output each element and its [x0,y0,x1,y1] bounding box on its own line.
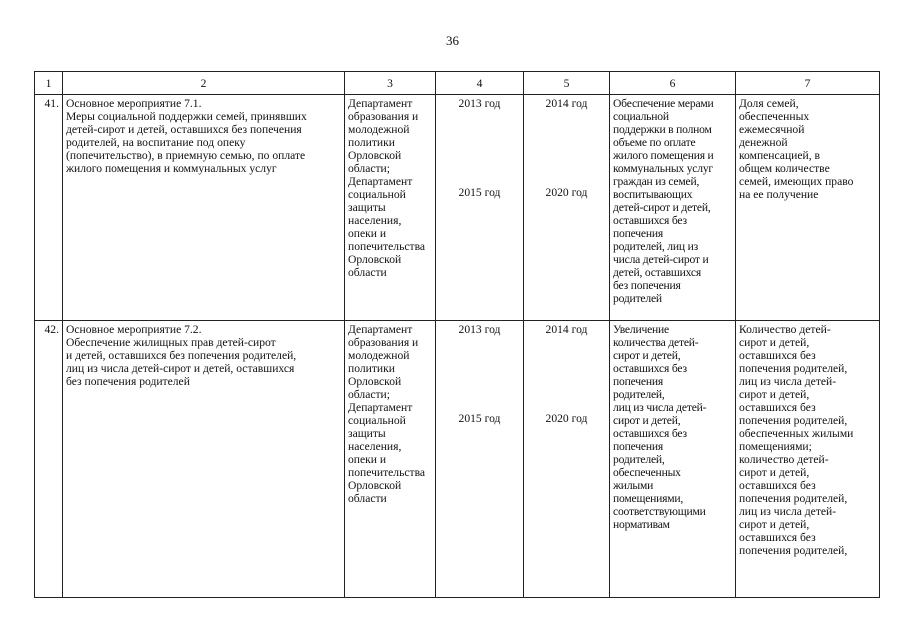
result-line: помещениями, [613,492,684,505]
result-line: жилыми [613,479,654,492]
result-line: объеме по оплате [613,136,696,149]
indicator-line: оставшихся без [739,401,816,414]
indicator-line: лиц из числа детей- [739,375,837,388]
table-row [35,95,880,321]
indicator-line: помещениями; [739,440,812,453]
result-line: родителей [613,292,662,305]
executor-line: защиты [348,201,386,214]
executor-line: населения, [348,440,402,453]
measure-description-cell [63,95,345,321]
description-line: жилого помещения и коммунальных услуг [66,162,277,175]
table-row [35,321,880,598]
executor-line: Орловской [348,253,402,266]
indicator-line: попечения родителей, [739,362,848,375]
executor-line: образования и [348,110,419,123]
end-year: 2014 год [545,97,588,110]
expected-result-cell [610,321,736,598]
indicator-line: сирот и детей, [739,336,810,349]
executor-line: политики [348,136,395,149]
executor-line: области [348,492,387,505]
result-line: социальной [613,110,669,123]
executor-line: политики [348,362,395,375]
column-header: 4 [436,72,524,95]
result-line: числа детей-сирот и [613,253,709,266]
executor-line: опеки и [348,227,387,240]
column-header: 3 [345,72,436,95]
start-year: 2013 год [458,323,501,336]
indicator-line: сирот и детей, [739,466,810,479]
result-line: лиц из числа детей- [613,401,707,414]
result-line: родителей, лиц из [613,240,698,253]
end-year-cell [524,321,610,598]
executor-line: молодежной [348,123,410,136]
indicator-line: лиц из числа детей- [739,505,837,518]
executor-line: Орловской [348,375,402,388]
indicator-line: оставшихся без [739,531,816,544]
executor-line: Департамент [348,323,413,336]
column-header: 2 [63,72,345,95]
result-line: оставшихся без [613,362,687,375]
executor-line: Орловской [348,149,402,162]
measure-description-cell [63,321,345,598]
result-line: сирот и детей, [613,349,681,362]
end-year: 2020 год [545,412,588,425]
executor-line: образования и [348,336,419,349]
executor-line: области; [348,388,390,401]
indicator-line: обеспеченных [739,110,810,123]
indicator-cell [736,321,880,598]
result-line: сирот и детей, [613,414,681,427]
result-line: соответствующими [613,505,706,518]
result-line: оставшихся без [613,427,687,440]
executor-line: области [348,266,387,279]
indicator-line: Количество детей- [739,323,831,336]
executor-line: опеки и [348,453,387,466]
result-line: нормативам [613,518,670,531]
indicator-line: ежемесячной [739,123,805,136]
column-header: 7 [736,72,880,95]
result-line: детей-сирот и детей, [613,201,711,214]
column-header: 5 [524,72,610,95]
result-line: детей, оставшихся [613,266,701,279]
expected-result-cell [610,95,736,321]
table-header-row [35,72,880,95]
result-line: без попечения [613,279,681,292]
end-year: 2014 год [545,323,588,336]
column-header: 1 [35,72,63,95]
description-line: детей-сирот и детей, оставшихся без попечения [66,123,302,136]
measure-title: Основное мероприятие 7.2. [66,323,202,336]
executor-line: Департамент [348,175,413,188]
result-line: родителей, [613,453,665,466]
start-year-cell [436,95,524,321]
indicator-line: семей, имеющих право [739,175,854,188]
column-header: 6 [610,72,736,95]
result-line: Обеспечение мерами [613,97,714,110]
executor-line: социальной [348,188,406,201]
result-line: обеспеченных [613,466,681,479]
result-line: коммунальных услуг [613,162,713,175]
indicator-line: попечения родителей, [739,414,848,427]
result-line: жилого помещения и [613,149,714,162]
start-year: 2013 год [458,97,501,110]
executor-line: молодежной [348,349,410,362]
executor-line: Департамент [348,401,413,414]
indicator-line: денежной [739,136,788,149]
indicator-line: попечения родителей, [739,544,848,557]
indicator-line: общем количестве [739,162,830,175]
executor-line: Орловской [348,479,402,492]
start-year: 2015 год [458,186,501,199]
page-number: 36 [446,33,459,48]
indicator-line: оставшихся без [739,479,816,492]
row-number: 42. [35,321,63,598]
executor-cell [345,321,436,598]
measure-title: Основное мероприятие 7.1. [66,97,202,110]
executor-cell [345,95,436,321]
result-line: оставшихся без [613,214,687,227]
description-line: лиц из числа детей-сирот и детей, оставшихся [66,362,295,375]
executor-line: защиты [348,427,386,440]
result-line: воспитывающих [613,188,693,201]
result-line: попечения [613,440,663,453]
description-line: и детей, оставшихся без попечения родителей, [66,349,297,362]
result-line: попечения [613,227,663,240]
result-line: попечения [613,375,663,388]
program-measures-table [34,71,880,598]
result-line: родителей, [613,388,665,401]
start-year: 2015 год [458,412,501,425]
description-line: родителей, на воспитание под опеку [66,136,246,149]
result-line: количества детей- [613,336,699,349]
description-line: Меры социальной поддержки семей, принявших [66,110,307,123]
indicator-line: Доля семей, [739,97,799,110]
row-number: 41. [35,95,63,321]
indicator-cell [736,95,880,321]
executor-line: области; [348,162,390,175]
indicator-line: компенсацией, в [739,149,820,162]
description-line: (попечительство), в приемную семью, по оплате [66,149,306,162]
end-year-cell [524,95,610,321]
result-line: поддержки в полном [613,123,712,136]
result-line: граждан из семей, [613,175,700,188]
executor-line: попечительства [348,240,426,253]
start-year-cell [436,321,524,598]
result-line: Увеличение [613,323,669,336]
description-line: Обеспечение жилищных прав детей-сирот [66,336,276,349]
indicator-line: обеспеченных жилыми [739,427,854,440]
executor-line: Департамент [348,97,413,110]
indicator-line: сирот и детей, [739,518,810,531]
indicator-line: сирот и детей, [739,388,810,401]
executor-line: населения, [348,214,402,227]
indicator-line: на ее получение [739,188,819,201]
executor-line: попечительства [348,466,426,479]
indicator-line: количество детей- [739,453,829,466]
executor-line: социальной [348,414,406,427]
end-year: 2020 год [545,186,588,199]
indicator-line: оставшихся без [739,349,816,362]
description-line: без попечения родителей [66,375,190,388]
indicator-line: попечения родителей, [739,492,848,505]
